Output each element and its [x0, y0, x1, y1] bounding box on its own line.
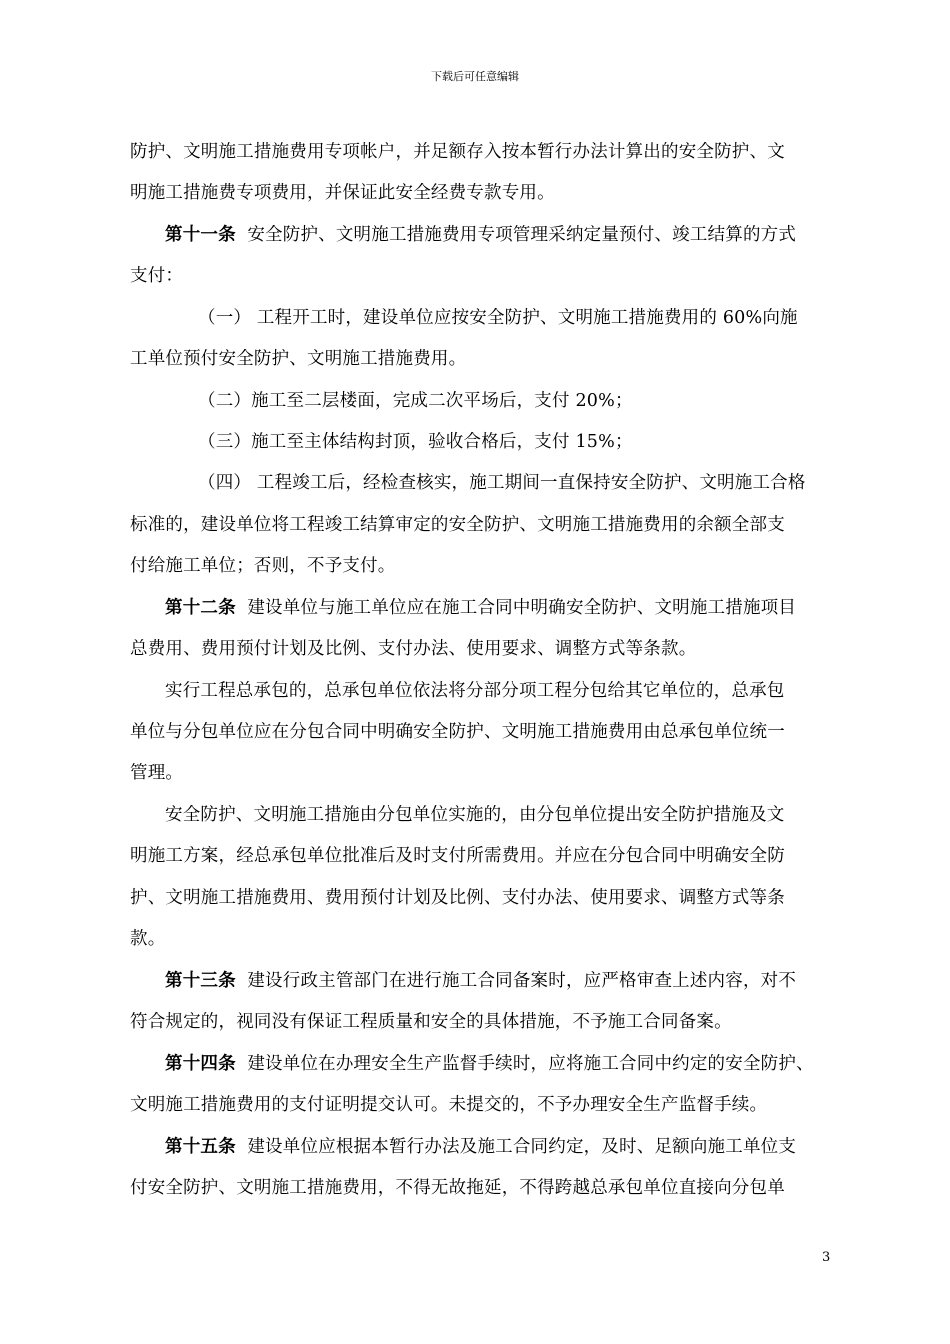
text-line: 明施工方案，经总承包单位批准后及时支付所需费用。并应在分包合同中明确安全防	[130, 846, 785, 866]
article-12-title: 第十二条	[165, 598, 236, 618]
text-line: 实行工程总承包的，总承包单位依法将分部分项工程分包给其它单位的，总承包	[165, 681, 785, 701]
page-number: 3	[822, 1250, 831, 1265]
text-line: 标准的，建设单位将工程竣工结算审定的安全防护、文明施工措施费用的余额全部支	[130, 515, 785, 535]
page-header: 下载后可任意编辑	[431, 70, 519, 83]
article-15-title: 第十五条	[165, 1137, 236, 1157]
text-line: 符合规定的，视同没有保证工程质量和安全的具体措施，不予施工合同备案。	[130, 1012, 732, 1032]
text-span: 建设单位应根据本暂行办法及施工合同约定，及时、足额向施工单位支	[247, 1137, 797, 1157]
text-line: （二）施工至二层楼面，完成二次平场后，支付 20%；	[198, 391, 633, 411]
article-12-line	[165, 596, 796, 620]
article-11-line	[165, 223, 796, 247]
article-15-line	[165, 1135, 796, 1159]
article-13-line	[165, 969, 796, 993]
text-line: 款。	[130, 929, 166, 949]
text-span: 建设行政主管部门在进行施工合同备案时，应严格审查上述内容，对不	[247, 971, 797, 991]
text-span: 建设单位在办理安全生产监督手续时，应将施工合同中约定的安全防护、	[247, 1054, 814, 1074]
article-14-line	[165, 1052, 814, 1076]
text-line: 总费用、费用预付计划及比例、支付办法、使用要求、调整方式等条款。	[130, 639, 697, 659]
text-line: 支付：	[130, 266, 184, 286]
text-line: （一） 工程开工时，建设单位应按安全防护、文明施工措施费用的 60%向施	[198, 308, 798, 328]
text-line: 单位与分包单位应在分包合同中明确安全防护、文明施工措施费用由总承包单位统一	[130, 722, 785, 742]
text-line: 明施工措施费专项费用，并保证此安全经费专款专用。	[130, 183, 555, 203]
article-11-title: 第十一条	[165, 225, 236, 245]
text-span: 安全防护、文明施工措施费用专项管理采纳定量预付、竣工结算的方式	[247, 225, 797, 245]
text-line: 护、文明施工措施费用、费用预付计划及比例、支付办法、使用要求、调整方式等条	[130, 888, 785, 908]
text-line: （四） 工程竣工后，经检查核实，施工期间一直保持安全防护、文明施工合格	[198, 473, 806, 493]
text-line: （三）施工至主体结构封顶，验收合格后，支付 15%；	[198, 432, 633, 452]
text-line: 防护、文明施工措施费用专项帐户，并足额存入按本暂行办法计算出的安全防护、文	[130, 142, 785, 162]
article-14-title: 第十四条	[165, 1054, 236, 1074]
text-span: 建设单位与施工单位应在施工合同中明确安全防护、文明施工措施项目	[247, 598, 797, 618]
text-line: 管理。	[130, 763, 184, 783]
article-13-title: 第十三条	[165, 971, 236, 991]
text-line: 付给施工单位；否则，不予支付。	[130, 556, 396, 576]
text-line: 付安全防护、文明施工措施费用，不得无故拖延，不得跨越总承包单位直接向分包单	[130, 1178, 785, 1198]
text-line: 安全防护、文明施工措施由分包单位实施的，由分包单位提出安全防护措施及文	[165, 805, 785, 825]
text-line: 工单位预付安全防护、文明施工措施费用。	[130, 349, 467, 369]
text-line: 文明施工措施费用的支付证明提交认可。未提交的，不予办理安全生产监督手续。	[130, 1095, 768, 1115]
